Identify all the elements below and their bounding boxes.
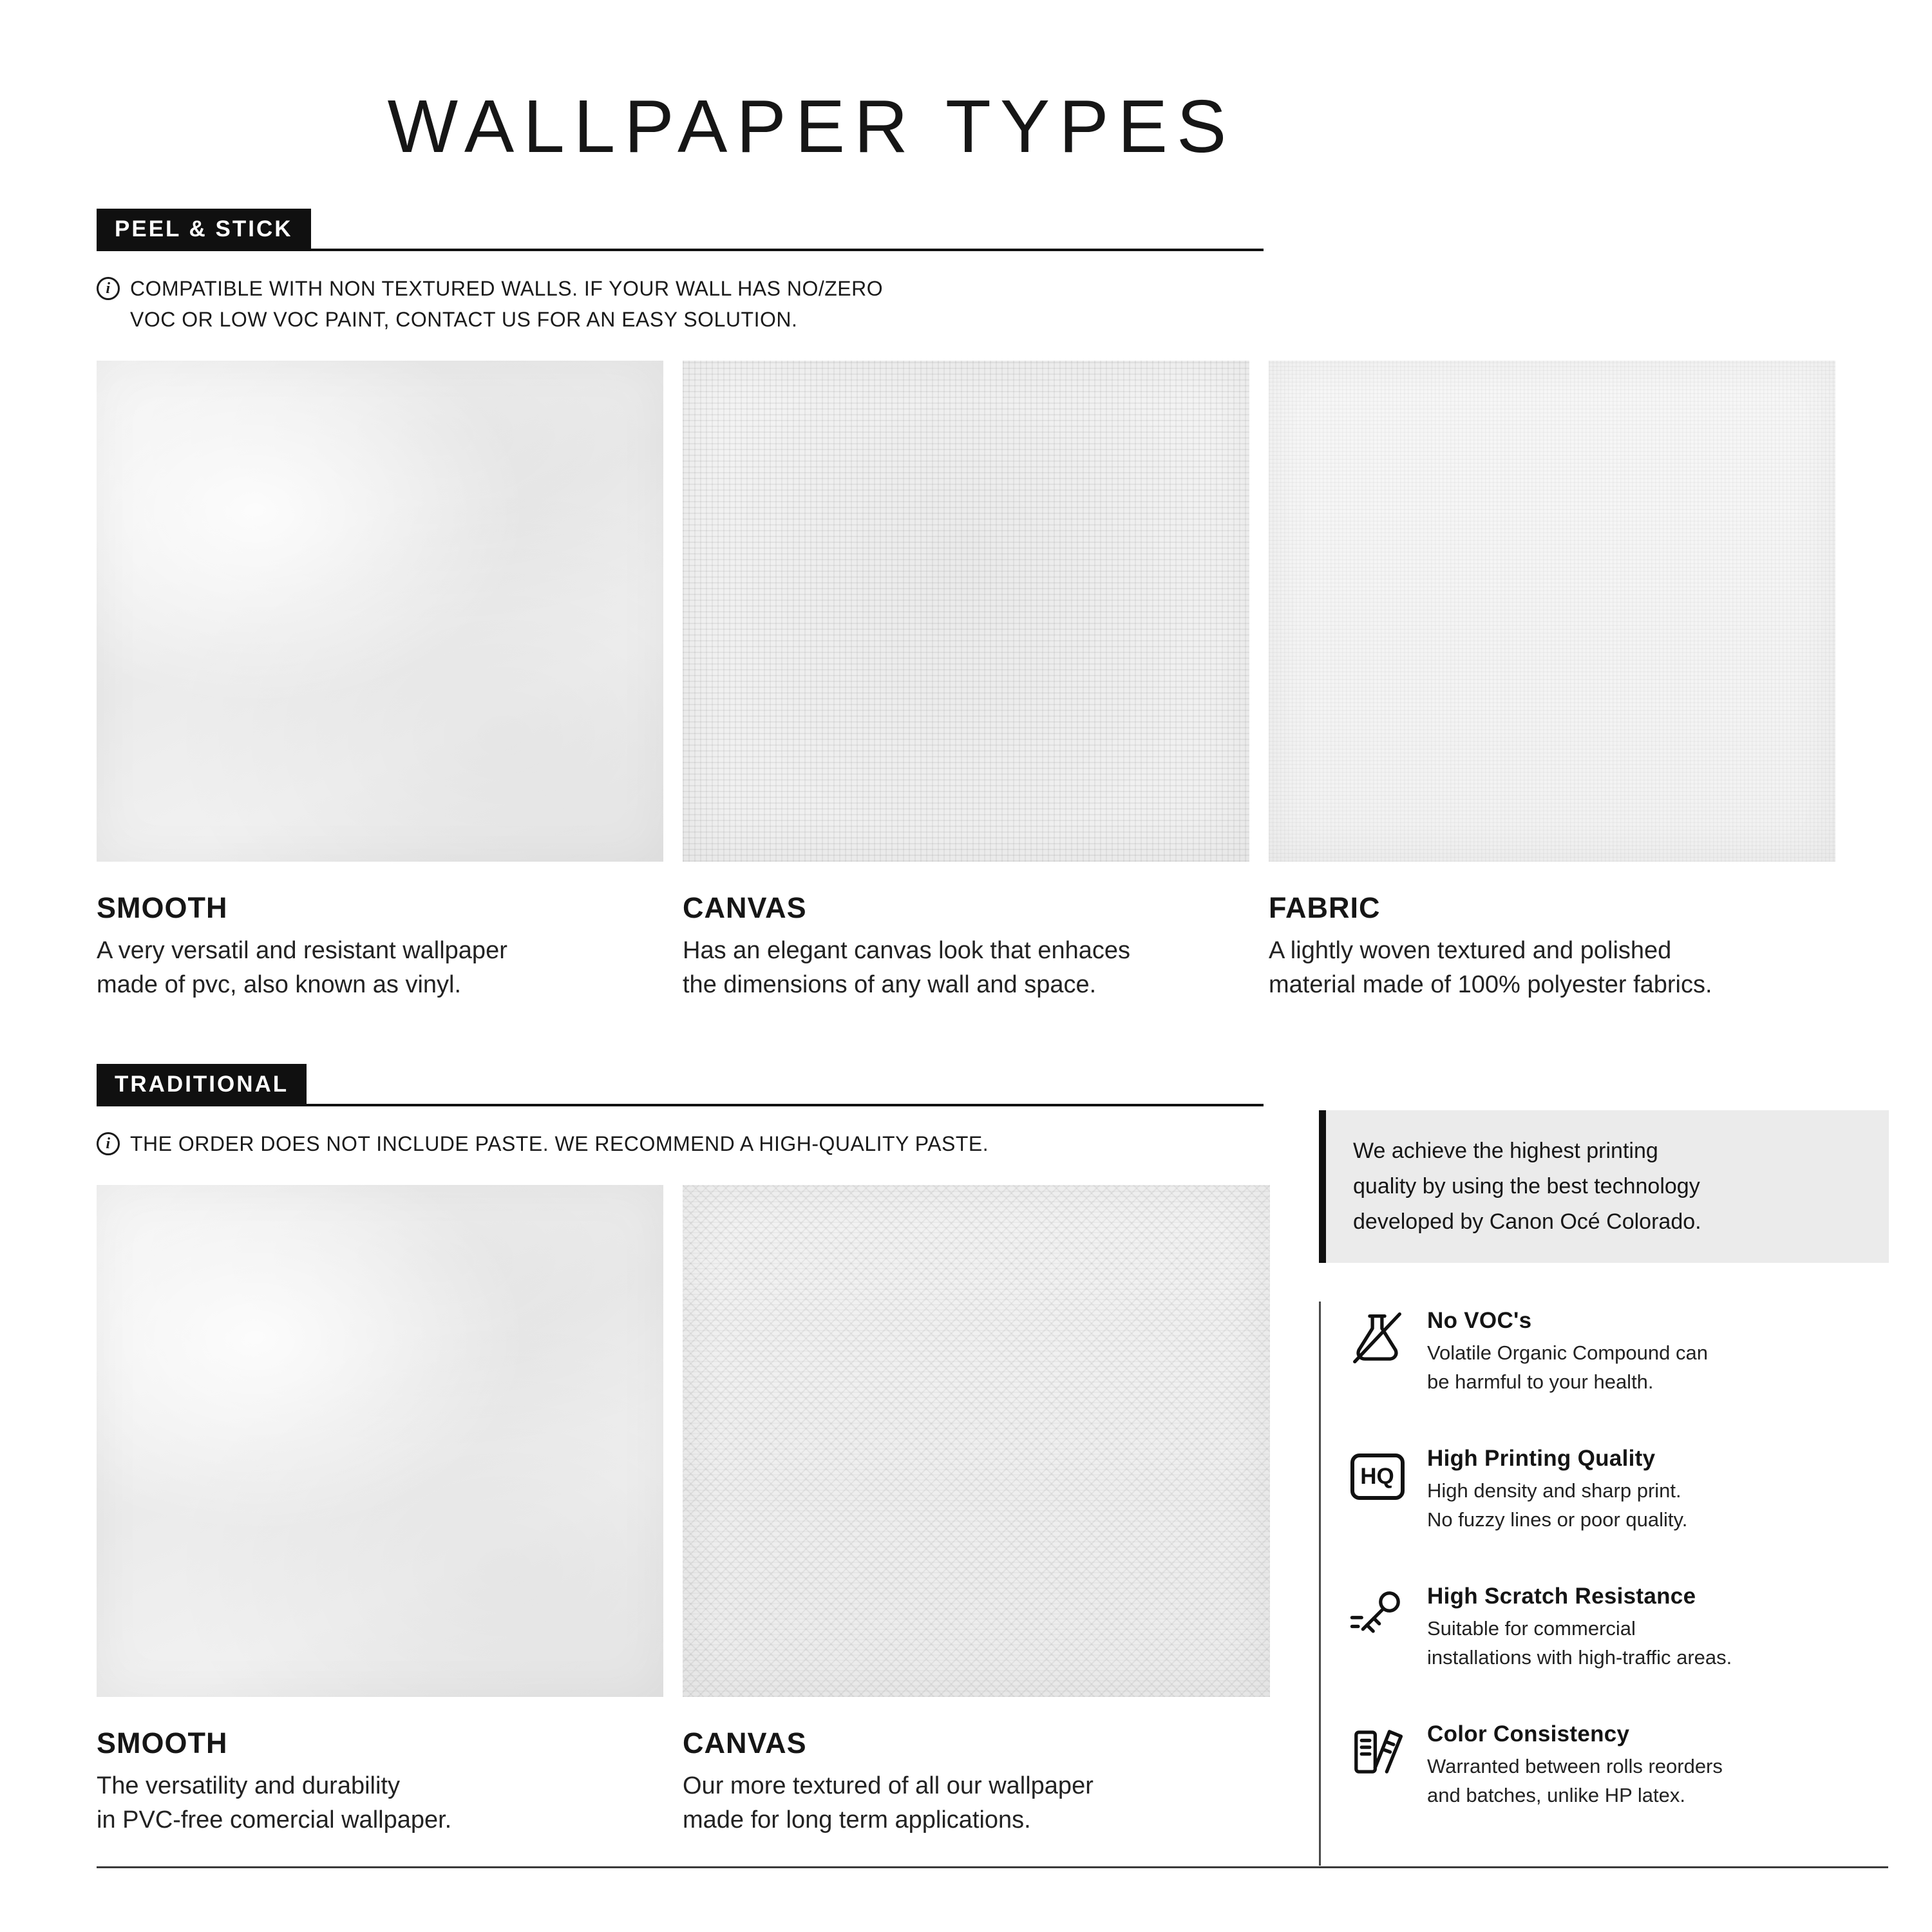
swatch-photo-canvas [683, 361, 1249, 862]
feature-high-scratch-resistance [1347, 1584, 1889, 1672]
traditional-swatch-row [97, 1185, 1270, 1837]
feature-text [1427, 1721, 1723, 1810]
printing-quality-note [1319, 1110, 1889, 1263]
page-title: WALLPAPER TYPES [387, 84, 1236, 168]
swatch-description: A lightly woven textured and polished material made of 100% polyester fabrics. [1269, 937, 1712, 999]
feature-text [1427, 1308, 1708, 1397]
feature-description: Warranted between rolls reorders and batches, unlike HP latex. [1427, 1754, 1723, 1806]
swatch-peel-smooth [97, 361, 663, 1002]
swatch-photo-smooth [97, 1185, 663, 1697]
peel-stick-note [97, 273, 883, 335]
swatch-caption [683, 891, 1249, 1002]
feature-title: High Printing Quality [1427, 1446, 1656, 1472]
swatch-peel-fabric [1269, 361, 1835, 1002]
feature-description: Volatile Organic Compound can be harmful to your health. [1427, 1341, 1708, 1394]
swatch-traditional-canvas [683, 1185, 1270, 1837]
feature-list [1319, 1302, 1889, 1866]
peel-stick-note-text [130, 273, 883, 335]
no-voc-icon [1347, 1308, 1408, 1369]
peel-stick-swatch-row [97, 361, 1835, 1002]
swatch-photo-smooth [97, 361, 663, 862]
hq-badge-text: HQ [1350, 1454, 1405, 1500]
info-icon: i [97, 277, 120, 300]
bottom-divider [97, 1866, 1888, 1868]
swatch-photo-fabric [1269, 361, 1835, 862]
swatch-name: CANVAS [683, 891, 807, 924]
quality-aside [1319, 1110, 1889, 1866]
traditional-note-text [130, 1128, 989, 1159]
swatch-caption [97, 1727, 663, 1837]
feature-color-consistency [1347, 1721, 1889, 1810]
swatch-caption [97, 891, 663, 1002]
section-label-traditional: TRADITIONAL [97, 1064, 307, 1104]
swatch-name: CANVAS [683, 1727, 807, 1759]
note-line: COMPATIBLE WITH NON TEXTURED WALLS. IF YOUR WALL HAS NO/ZERO [130, 277, 884, 300]
swatch-description: The versatility and durability in PVC-free comercial wallpaper. [97, 1772, 452, 1834]
feature-text [1427, 1584, 1732, 1672]
swatch-name: SMOOTH [97, 891, 228, 924]
swatch-caption [683, 1727, 1270, 1837]
feature-title: No VOC's [1427, 1308, 1532, 1334]
feature-text [1427, 1446, 1687, 1535]
quality-note-line: quality by using the best technology [1353, 1174, 1700, 1199]
swatch-photo-canvas [683, 1185, 1270, 1697]
section-header-traditional [97, 1066, 1264, 1106]
note-line: THE ORDER DOES NOT INCLUDE PASTE. WE RECOMMEND A HIGH-QUALITY PASTE. [130, 1132, 989, 1155]
swatch-name: SMOOTH [97, 1727, 228, 1759]
hq-badge-icon [1347, 1446, 1408, 1507]
swatch-description: Has an elegant canvas look that enhaces the dimensions of any wall and space. [683, 937, 1131, 999]
feature-title: Color Consistency [1427, 1721, 1630, 1747]
quality-note-line: We achieve the highest printing [1353, 1139, 1658, 1163]
feature-description: Suitable for commercial installations with high-traffic areas. [1427, 1616, 1732, 1669]
swatch-caption [1269, 891, 1835, 1002]
quality-note-line: developed by Canon Océ Colorado. [1353, 1209, 1701, 1235]
key-icon [1347, 1584, 1408, 1645]
swatch-description: A very versatil and resistant wallpaper made of pvc, also known as vinyl. [97, 937, 507, 999]
feature-description: High density and sharp print. No fuzzy lines or poor quality. [1427, 1479, 1688, 1531]
swatch-name: FABRIC [1269, 891, 1381, 924]
info-icon: i [97, 1132, 120, 1155]
feature-no-voc [1347, 1308, 1889, 1397]
section-label-peel-stick: PEEL & STICK [97, 209, 311, 249]
feature-high-printing-quality [1347, 1446, 1889, 1535]
swatch-traditional-smooth [97, 1185, 663, 1837]
color-swatches-icon [1347, 1721, 1408, 1783]
swatch-peel-canvas [683, 361, 1249, 1002]
swatch-description: Our more textured of all our wallpaper made for long term applications. [683, 1772, 1094, 1834]
note-line: VOC OR LOW VOC PAINT, CONTACT US FOR AN EASY SOLUTION. [130, 308, 798, 331]
section-header-peel-stick [97, 211, 1264, 251]
feature-title: High Scratch Resistance [1427, 1583, 1696, 1609]
traditional-note [97, 1128, 989, 1159]
